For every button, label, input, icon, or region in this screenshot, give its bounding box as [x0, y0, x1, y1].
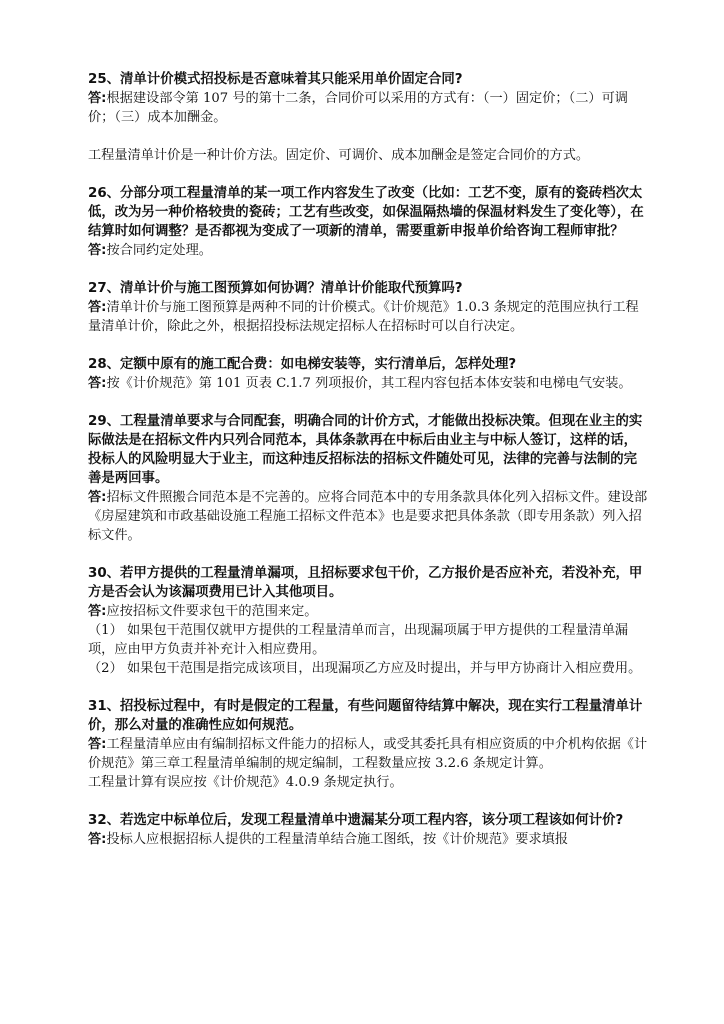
answer-paragraph: 工程量清单计价是一种计价方法。固定价、可调价、成本加酬金是签定合同价的方式。 [88, 148, 590, 163]
spacer [88, 127, 648, 146]
qa-item-29 [88, 412, 648, 545]
qa-item-31 [88, 697, 648, 792]
question: 27、清单计价与施工图预算如何协调？清单计价能取代预算吗? [88, 281, 463, 296]
answer [88, 241, 648, 260]
question: 30、若甲方提供的工程量清单漏项，且招标要求包干价，乙方报价是否应补充，若没补充，甲方是否会认为该漏项费用已计入其他项目。 [88, 566, 643, 600]
question: 25、清单计价模式招投标是否意味着其只能采用单价固定合同? [88, 72, 463, 87]
question: 32、若选定中标单位后，发现工程量清单中遗漏某分项工程内容，该分项工程该如何计价? [88, 813, 624, 828]
answer-label: 答: [88, 243, 107, 258]
answer [88, 488, 648, 545]
qa-item-25 [88, 70, 648, 165]
answer [88, 89, 648, 127]
question: 31、招投标过程中，有时是假定的工程量，有些问题留待结算中解决，现在实行工程量清单计价，那么对量的准确性应如何规范。 [88, 699, 643, 733]
answer [88, 735, 648, 773]
answer-label: 答: [88, 737, 107, 752]
answer-label: 答: [88, 490, 107, 505]
answer [88, 602, 648, 621]
answer [88, 298, 648, 336]
answer-text: 按《计价规范》第 101 页表 C.1.7 列项报价，其工程内容包括本体安装和电梯电气安装。 [106, 376, 632, 391]
answer-label: 答: [88, 832, 107, 847]
answer-paragraph: （1） 如果包干范围仅就甲方提供的工程量清单而言，出现漏项属于甲方提供的工程量清单漏项，应由甲方负责并补充计入相应费用。 [88, 623, 629, 657]
answer-text: 应按招标文件要求包干的范围来定。 [106, 604, 318, 619]
qa-item-30 [88, 564, 648, 678]
qa-item-26 [88, 184, 648, 260]
answer-label: 答: [88, 376, 107, 391]
answer-paragraph: （2） 如果包干范围是指完成该项目，出现漏项乙方应及时提出，并与甲方协商计入相应费用。 [88, 661, 642, 676]
answer-label: 答: [88, 91, 107, 106]
answer-text: 清单计价与施工图预算是两种不同的计价模式。《计价规范》1.0.3 条规定的范围应执行工程量清单计价，除此之外，根据招投标法规定招标人在招标时可以自行决定。 [88, 300, 639, 334]
question: 26、分部分项工程量清单的某一项工作内容发生了改变（比如：工艺不变，原有的瓷砖档次太低，改为另一种价格较贵的瓷砖；工艺有些改变，如保温隔热墙的保温材料发生了变化等），在结算时如何调整？是否都视为变成了一项新的清单，需要重新申报单价给咨询工程师审批？ [88, 186, 644, 239]
qa-item-27 [88, 279, 648, 336]
answer-text: 招标文件照搬合同范本是不完善的。应将合同范本中的专用条款具体化列入招标文件。建设部《房屋建筑和市政基础设施工程施工招标文件范本》也是要求把具体条款（即专用条款）列入招标文件。 [88, 490, 648, 543]
qa-item-32 [88, 811, 648, 849]
answer-text: 根据建设部令第 107 号的第十二条，合同价可以采用的方式有：（一）固定价；（二）可调价；（三）成本加酬金。 [88, 91, 628, 125]
question: 28、定额中原有的施工配合费：如电梯安装等，实行清单后，怎样处理? [88, 357, 517, 372]
question: 29、工程量清单要求与合同配套，明确合同的计价方式，才能做出投标决策。但现在业主的实际做法是在招标文件内只列合同范本，具体条款再在中标后由业主与中标人签订，这样的话，投标人的风险明显大于业主，而这种违反招标法的招标文件随处可见，法律的完善与法制的完善是两回事。 [88, 414, 643, 486]
answer-text: 投标人应根据招标人提供的工程量清单结合施工图纸，按《计价规范》要求填报 [106, 832, 569, 847]
qa-item-28 [88, 355, 648, 393]
answer-paragraph: 工程量计算有误应按《计价规范》4.0.9 条规定执行。 [88, 775, 403, 790]
document-page [88, 70, 648, 868]
answer-label: 答: [88, 604, 107, 619]
answer [88, 374, 648, 393]
answer-text: 工程量清单应由有编制招标文件能力的招标人，或受其委托具有相应资质的中介机构依据《计价规范》第三章工程量清单编制的规定编制，工程数量应按 3.2.6 条规定计算。 [88, 737, 648, 771]
answer-text: 按合同约定处理。 [106, 243, 212, 258]
answer-label: 答: [88, 300, 107, 315]
answer [88, 830, 648, 849]
